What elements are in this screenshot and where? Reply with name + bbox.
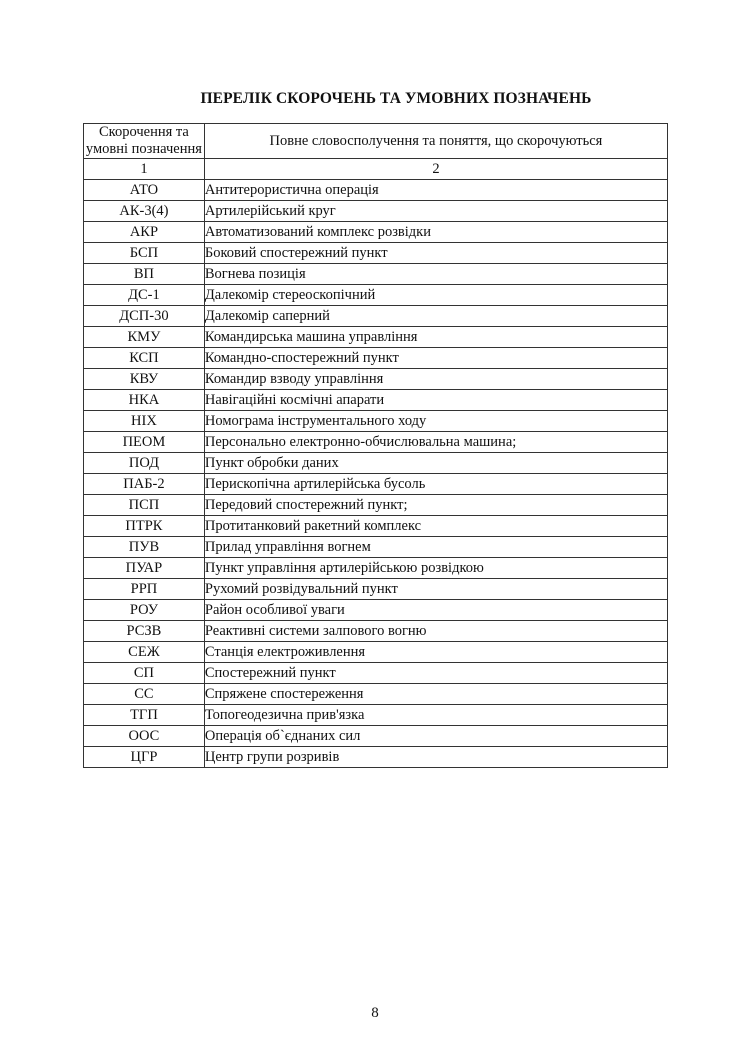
- table-row: [84, 558, 668, 579]
- full-phrase-cell: Реактивні системи залпового вогню: [204, 621, 667, 642]
- abbreviation-cell: ДС-1: [84, 285, 205, 306]
- full-phrase-cell: Пункт управління артилерійською розвідкою: [204, 558, 667, 579]
- full-phrase-cell: Станція електроживлення: [204, 642, 667, 663]
- full-phrase-cell: Навігаційні космічні апарати: [204, 390, 667, 411]
- full-phrase-cell: Протитанковий ракетний комплекс: [204, 516, 667, 537]
- abbreviation-cell: НКА: [84, 390, 205, 411]
- table-row: [84, 537, 668, 558]
- table-row: [84, 453, 668, 474]
- abbreviation-cell: РРП: [84, 579, 205, 600]
- table-row: [84, 369, 668, 390]
- table-row: [84, 327, 668, 348]
- table-row: [84, 579, 668, 600]
- column-number-2: 2: [204, 159, 667, 180]
- abbreviation-cell: РОУ: [84, 600, 205, 621]
- table-row: [84, 663, 668, 684]
- table-header-row: [84, 124, 668, 159]
- table-row: [84, 180, 668, 201]
- header-abbreviation: Скорочення та умовні позначення: [84, 124, 205, 159]
- column-number-1: 1: [84, 159, 205, 180]
- full-phrase-cell: Далекомір саперний: [204, 306, 667, 327]
- full-phrase-cell: Передовий спостережний пункт;: [204, 495, 667, 516]
- abbreviation-cell: АКР: [84, 222, 205, 243]
- abbreviations-table: [83, 123, 668, 768]
- table-row: [84, 348, 668, 369]
- full-phrase-cell: Операція об`єднаних сил: [204, 726, 667, 747]
- full-phrase-cell: Рухомий розвідувальний пункт: [204, 579, 667, 600]
- table-row: [84, 642, 668, 663]
- abbreviation-cell: РСЗВ: [84, 621, 205, 642]
- full-phrase-cell: Номограма інструментального ходу: [204, 411, 667, 432]
- full-phrase-cell: Перископічна артилерійська бусоль: [204, 474, 667, 495]
- full-phrase-cell: Центр групи розривів: [204, 747, 667, 768]
- abbreviation-cell: СС: [84, 684, 205, 705]
- abbreviation-cell: ВП: [84, 264, 205, 285]
- full-phrase-cell: Командир взводу управління: [204, 369, 667, 390]
- full-phrase-cell: Пункт обробки даних: [204, 453, 667, 474]
- table-row: [84, 201, 668, 222]
- page-title: ПЕРЕЛІК СКОРОЧЕНЬ ТА УМОВНИХ ПОЗНАЧЕНЬ: [200, 90, 592, 107]
- full-phrase-cell: Командно-спостережний пункт: [204, 348, 667, 369]
- table-row: [84, 621, 668, 642]
- table-row: [84, 306, 668, 327]
- page-number: 8: [371, 1005, 379, 1021]
- table-row: [84, 747, 668, 768]
- table-row: [84, 684, 668, 705]
- table-row: [84, 516, 668, 537]
- table-row: [84, 390, 668, 411]
- abbreviation-cell: СП: [84, 663, 205, 684]
- column-number-row: [84, 159, 668, 180]
- table-row: [84, 600, 668, 621]
- abbreviation-cell: ООС: [84, 726, 205, 747]
- full-phrase-cell: Топогеодезична прив'язка: [204, 705, 667, 726]
- full-phrase-cell: Район особливої уваги: [204, 600, 667, 621]
- full-phrase-cell: Антитерористична операція: [204, 180, 667, 201]
- abbreviation-cell: АК-3(4): [84, 201, 205, 222]
- full-phrase-cell: Боковий спостережний пункт: [204, 243, 667, 264]
- abbreviation-cell: ДСП-30: [84, 306, 205, 327]
- full-phrase-cell: Артилерійський круг: [204, 201, 667, 222]
- abbreviation-cell: СЕЖ: [84, 642, 205, 663]
- full-phrase-cell: Прилад управління вогнем: [204, 537, 667, 558]
- table-row: [84, 243, 668, 264]
- full-phrase-cell: Спостережний пункт: [204, 663, 667, 684]
- abbreviation-cell: ПТРК: [84, 516, 205, 537]
- abbreviation-cell: АТО: [84, 180, 205, 201]
- abbreviation-cell: КСП: [84, 348, 205, 369]
- abbreviation-cell: КМУ: [84, 327, 205, 348]
- table-body: [84, 180, 668, 768]
- abbreviation-cell: ПУВ: [84, 537, 205, 558]
- table-row: [84, 495, 668, 516]
- full-phrase-cell: Далекомір стереоскопічний: [204, 285, 667, 306]
- table-row: [84, 264, 668, 285]
- header-full-phrase: Повне словосполучення та поняття, що скорочуються: [204, 124, 667, 159]
- abbreviation-cell: НІХ: [84, 411, 205, 432]
- abbreviation-cell: ПУАР: [84, 558, 205, 579]
- table-row: [84, 474, 668, 495]
- abbreviation-cell: БСП: [84, 243, 205, 264]
- table-row: [84, 726, 668, 747]
- table-row: [84, 285, 668, 306]
- table-row: [84, 411, 668, 432]
- full-phrase-cell: Автоматизований комплекс розвідки: [204, 222, 667, 243]
- abbreviation-cell: ПСП: [84, 495, 205, 516]
- full-phrase-cell: Спряжене спостереження: [204, 684, 667, 705]
- table-row: [84, 222, 668, 243]
- abbreviation-cell: ТГП: [84, 705, 205, 726]
- abbreviation-cell: ЦГР: [84, 747, 205, 768]
- full-phrase-cell: Командирська машина управління: [204, 327, 667, 348]
- abbreviation-cell: КВУ: [84, 369, 205, 390]
- table-row: [84, 432, 668, 453]
- abbreviation-cell: ПОД: [84, 453, 205, 474]
- abbreviation-cell: ПЕОМ: [84, 432, 205, 453]
- full-phrase-cell: Вогнева позиція: [204, 264, 667, 285]
- table-row: [84, 705, 668, 726]
- full-phrase-cell: Персонально електронно-обчислювальна машина;: [204, 432, 667, 453]
- abbreviation-cell: ПАБ-2: [84, 474, 205, 495]
